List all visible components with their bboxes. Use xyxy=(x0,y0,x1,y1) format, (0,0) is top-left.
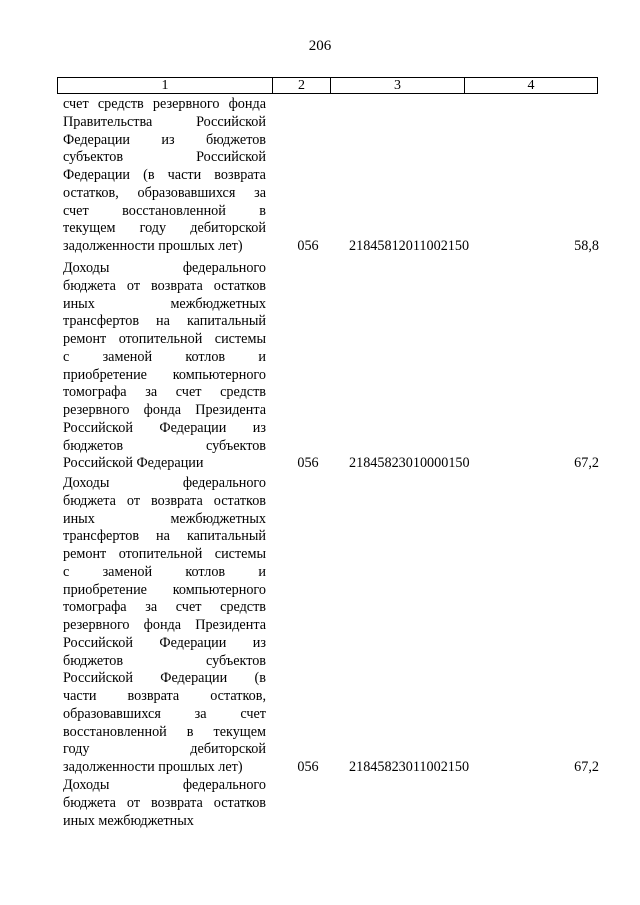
description-line: задолженности прошлых лет) xyxy=(63,238,243,254)
description-line: бюджетов субъектов xyxy=(63,437,266,454)
row-description xyxy=(63,777,266,830)
row-code: 056 xyxy=(297,759,319,775)
description-line: бюджета от возврата остатков xyxy=(63,492,266,509)
description-line: бюджетов субъектов xyxy=(63,652,266,669)
description-line: иных межбюджетных xyxy=(63,295,266,312)
description-line: Российской Федерации xyxy=(63,455,204,472)
row-description xyxy=(63,260,266,473)
row-amount: 58,8 xyxy=(574,238,599,254)
column-header-3: 3 xyxy=(331,78,465,93)
description-line: Российской Федерации из xyxy=(63,634,266,651)
description-line: ремонт отопительной системы xyxy=(63,331,266,347)
description-line: Доходы федерального xyxy=(63,777,266,793)
description-line: счет восстановленной в xyxy=(63,202,266,219)
table-header xyxy=(57,77,598,94)
description-line: образовавшихся за счет xyxy=(63,705,266,722)
column-header-2: 2 xyxy=(273,78,331,93)
description-line: Доходы федерального xyxy=(63,475,266,491)
description-line: Правительства Российской xyxy=(63,113,266,130)
row-kbk: 21845823011002150 xyxy=(349,759,470,775)
row-kbk: 21845812011002150 xyxy=(349,238,470,254)
description-line: иных межбюджетных xyxy=(63,510,266,527)
description-line: Федерации из бюджетов xyxy=(63,131,266,148)
column-header-1: 1 xyxy=(58,78,273,93)
page-number: 206 xyxy=(308,38,332,54)
row-code: 056 xyxy=(297,238,319,254)
description-line: бюджета от возврата остатков xyxy=(63,794,266,811)
column-header-4: 4 xyxy=(527,78,535,93)
description-line: Российской Федерации (в xyxy=(63,670,266,687)
description-line: резервного фонда Президента xyxy=(63,402,266,418)
description-line: остатков, образовавшихся за xyxy=(63,184,266,201)
description-line: бюджета от возврата остатков xyxy=(63,277,266,294)
row-amount: 67,2 xyxy=(574,455,599,472)
row-code: 056 xyxy=(297,455,319,472)
row-kbk: 21845823010000150 xyxy=(349,455,470,472)
description-line: части возврата остатков, xyxy=(63,688,266,704)
row-amount: 67,2 xyxy=(574,759,599,775)
description-line: с заменой котлов и xyxy=(63,563,266,580)
description-line: восстановленной в текущем xyxy=(63,723,266,740)
row-description xyxy=(63,96,266,256)
description-line: году дебиторской xyxy=(63,741,266,758)
description-line: приобретение компьютерного xyxy=(63,366,266,383)
description-line: иных межбюджетных xyxy=(63,812,194,829)
description-line: ремонт отопительной системы xyxy=(63,546,266,562)
description-line: Федерации (в части возврата xyxy=(63,167,266,183)
description-line: трансфертов на капитальный xyxy=(63,528,266,545)
description-line: приобретение компьютерного xyxy=(63,581,266,598)
description-line: субъектов Российской xyxy=(63,149,266,166)
description-line: Доходы федерального xyxy=(63,260,266,276)
description-line: резервного фонда Президента xyxy=(63,617,266,633)
description-line: задолженности прошлых лет) xyxy=(63,759,243,775)
description-line: Российской Федерации из xyxy=(63,419,266,436)
description-line: томографа за счет средств xyxy=(63,599,266,616)
description-line: текущем году дебиторской xyxy=(63,220,266,237)
description-line: счет средств резервного фонда xyxy=(63,96,266,112)
description-line: томографа за счет средств xyxy=(63,384,266,401)
description-line: трансфертов на капитальный xyxy=(63,313,266,330)
description-line: с заменой котлов и xyxy=(63,348,266,365)
row-description xyxy=(63,475,266,777)
